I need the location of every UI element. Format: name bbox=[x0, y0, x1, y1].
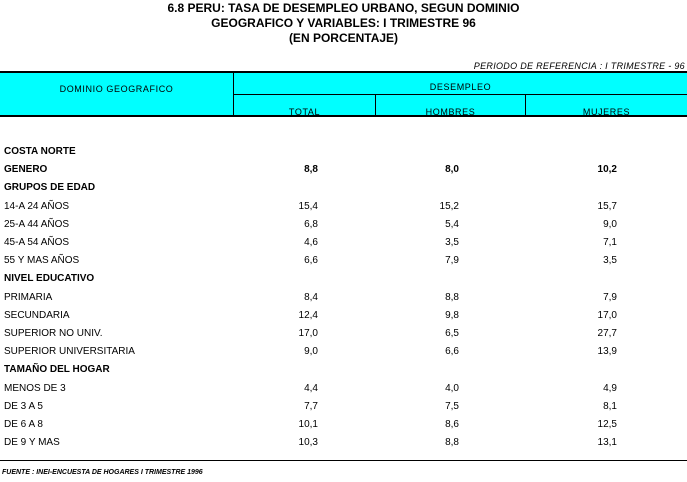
table-header bbox=[0, 73, 687, 117]
cell-hombres: 15,2 bbox=[439, 200, 459, 212]
cell-hombres: 3,5 bbox=[445, 237, 459, 248]
table-row bbox=[0, 434, 687, 452]
row-label: PRIMARIA bbox=[4, 291, 53, 303]
cell-total: 6,8 bbox=[304, 218, 318, 230]
cell-total: 8,8 bbox=[304, 164, 318, 176]
cell-hombres: 8,8 bbox=[445, 291, 459, 303]
table-row bbox=[0, 216, 687, 234]
header-hombres: HOMBRES bbox=[425, 107, 476, 117]
row-label: MENOS DE 3 bbox=[4, 382, 66, 394]
cell-hombres: 7,5 bbox=[445, 400, 459, 412]
row-label: 25-A 44 AÑOS bbox=[4, 218, 70, 230]
cell-total: 6,6 bbox=[304, 255, 318, 267]
cell-hombres: 8,0 bbox=[445, 164, 459, 176]
cell-hombres: 8,8 bbox=[445, 437, 459, 449]
cell-mujeres: 17,0 bbox=[597, 309, 617, 321]
cell-mujeres: 9,0 bbox=[603, 218, 617, 230]
cell-hombres: 9,8 bbox=[445, 309, 459, 321]
cell-mujeres: 7,9 bbox=[603, 291, 617, 303]
cell-hombres: 4,0 bbox=[445, 382, 459, 394]
row-label: DE 9 Y MAS bbox=[4, 437, 60, 449]
cell-total: 12,4 bbox=[298, 309, 318, 321]
header-desempleo: DESEMPLEO bbox=[429, 82, 492, 92]
table-title bbox=[0, 1, 687, 46]
table-row bbox=[0, 343, 687, 361]
cell-mujeres: 8,1 bbox=[603, 400, 617, 412]
table-row bbox=[0, 161, 687, 179]
row-label: COSTA NORTE bbox=[4, 146, 76, 157]
row-label: 14-A 24 AÑOS bbox=[4, 200, 70, 212]
cell-total: 9,0 bbox=[304, 346, 318, 358]
cell-mujeres: 7,1 bbox=[603, 237, 617, 248]
header-divider bbox=[375, 94, 376, 115]
row-label: SUPERIOR UNIVERSITARIA bbox=[4, 346, 135, 358]
row-label: NIVEL EDUCATIVO bbox=[4, 273, 95, 285]
table-row bbox=[0, 380, 687, 398]
cell-hombres: 6,5 bbox=[445, 328, 459, 339]
row-label: 55 Y MAS AÑOS bbox=[4, 255, 80, 267]
table-row bbox=[0, 307, 687, 325]
source-note: FUENTE : INEI-ENCUESTA DE HOGARES I TRIMESTRE 1996 bbox=[2, 469, 203, 476]
cell-mujeres: 3,5 bbox=[603, 255, 617, 267]
header-divider bbox=[233, 94, 687, 95]
table-row bbox=[0, 398, 687, 416]
cell-total: 10,3 bbox=[298, 437, 318, 449]
table-row bbox=[0, 198, 687, 216]
row-label: 45-A 54 AÑOS bbox=[4, 237, 70, 248]
row-label: SUPERIOR NO UNIV. bbox=[4, 328, 103, 339]
table-row bbox=[0, 252, 687, 270]
row-label: DE 6 A 8 bbox=[4, 419, 43, 430]
cell-hombres: 6,6 bbox=[445, 346, 459, 358]
row-label: GRUPOS DE EDAD bbox=[4, 182, 96, 194]
cell-total: 15,4 bbox=[298, 200, 318, 212]
row-label: DE 3 A 5 bbox=[4, 400, 43, 412]
cell-hombres: 7,9 bbox=[445, 255, 459, 267]
row-label: SECUNDARIA bbox=[4, 309, 70, 321]
table-row bbox=[0, 234, 687, 252]
title-line-2: GEOGRAFICO Y VARIABLES: I TRIMESTRE 96 bbox=[211, 16, 476, 30]
cell-total: 17,0 bbox=[298, 328, 318, 339]
cell-total: 4,6 bbox=[304, 237, 318, 248]
table-row bbox=[0, 289, 687, 307]
bottom-rule bbox=[0, 460, 687, 461]
cell-total: 8,4 bbox=[304, 291, 318, 303]
cell-mujeres: 12,5 bbox=[597, 419, 617, 430]
header-mujeres: MUJERES bbox=[582, 107, 631, 117]
table-row bbox=[0, 143, 687, 161]
cell-total: 4,4 bbox=[304, 382, 318, 394]
reference-period: PERIODO DE REFERENCIA : I TRIMESTRE - 96 bbox=[473, 61, 685, 71]
row-label: TAMAÑO DEL HOGAR bbox=[4, 364, 110, 376]
cell-mujeres: 13,9 bbox=[597, 346, 617, 358]
cell-mujeres: 4,9 bbox=[603, 382, 617, 394]
title-line-3: (EN PORCENTAJE) bbox=[288, 31, 399, 45]
cell-total: 10,1 bbox=[298, 419, 318, 430]
cell-mujeres: 13,1 bbox=[597, 437, 617, 449]
table-row bbox=[0, 325, 687, 343]
header-divider bbox=[525, 94, 526, 115]
cell-mujeres: 10,2 bbox=[597, 164, 617, 176]
row-label: GENERO bbox=[4, 164, 48, 176]
cell-mujeres: 15,7 bbox=[597, 200, 617, 212]
header-dominio: DOMINIO GEOGRAFICO bbox=[59, 84, 174, 94]
cell-hombres: 8,6 bbox=[445, 419, 459, 430]
cell-mujeres: 27,7 bbox=[597, 328, 617, 339]
header-total: TOTAL bbox=[288, 107, 321, 117]
table-row bbox=[0, 361, 687, 379]
title-line-1: 6.8 PERU: TASA DE DESEMPLEO URBANO, SEGUN DOMINIO bbox=[167, 1, 520, 15]
table-row bbox=[0, 270, 687, 288]
table-row bbox=[0, 179, 687, 197]
cell-hombres: 5,4 bbox=[445, 218, 459, 230]
cell-total: 7,7 bbox=[304, 400, 318, 412]
table-row bbox=[0, 416, 687, 434]
